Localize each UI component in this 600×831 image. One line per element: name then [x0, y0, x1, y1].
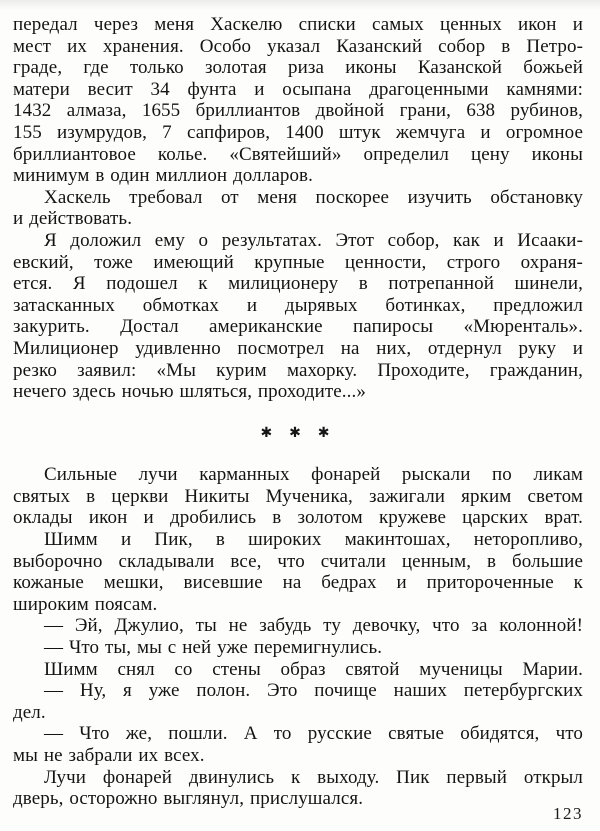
dialogue-line [13, 723, 583, 766]
paragraph [13, 529, 583, 615]
text-line: 155 изумрудов, 7 сапфиров, 1400 штук жемчуга и огромное [13, 121, 583, 143]
text-line: затасканных обмотках и дырявых ботинках, предложил [13, 294, 583, 316]
paragraph [13, 14, 583, 187]
text-line: Сильные лучи карманных фонарей рыскали по ликам [44, 464, 583, 486]
text-line: — Ну, я уже полон. Это почище наших петербургских [44, 680, 583, 702]
text-line: широким поясам. [13, 593, 158, 615]
text-line: мест их хранения. Особо указал Казанский собор в Петро- [13, 35, 583, 57]
paragraph [13, 230, 583, 403]
text-line: минимум в один миллион долларов. [13, 165, 313, 187]
paragraph [13, 659, 583, 681]
text-line: — Что ты, мы с ней уже перемигнулись. [44, 637, 383, 659]
text-line: кожаные мешки, висевшие на бедрах и приторoченные к [13, 572, 583, 594]
text-line: Шимм и Пик, в широких макинтошах, неторопливо, [44, 529, 583, 551]
text-line: Лучи фонарей двинулись к выходу. Пик первый открыл [44, 766, 583, 788]
text-line: нечего здесь ночью шляться, проходите...» [13, 381, 366, 403]
text-line: матери весит 34 фунта и осыпана драгоценными камнями: [13, 78, 583, 100]
text-line: дел. [13, 701, 46, 723]
text-line: — Что же, пошли. А то русские святые обидятся, что [44, 723, 583, 745]
text-line: святых в церкви Никиты Мученика, зажигали ярким светом [13, 485, 583, 507]
text-line: и действовать. [13, 208, 133, 230]
text-line: Хаскель требовал от меня поскорее изучить обстановку [44, 186, 583, 208]
text-line: ется. Я подошел к милиционеру в потрепанной шинели, [13, 273, 583, 295]
text-line: Шимм снял со стены образ святой мученицы Марии. [44, 658, 583, 680]
text-line: Милиционер удивленно посмотрел на них, отдернул руку и [13, 337, 583, 359]
text-line: бриллиантовое колье. «Святейший» определил цену иконы [13, 143, 583, 165]
paragraph [13, 464, 583, 529]
page-number: 123 [553, 804, 583, 823]
dialogue-line [13, 680, 583, 723]
text-line: выборочно складывали все, что считали ценным, в большие [13, 550, 583, 572]
section-separator: ✱ ✱ ✱ [260, 424, 336, 441]
page-text [13, 14, 583, 810]
text-line: оклады икон и дробились в золотом кружеве царских врат. [13, 507, 583, 529]
paragraph [13, 767, 583, 810]
text-line: дверь, осторожно выглянул, прислушался. [13, 788, 364, 810]
text-line: граде, где только золотая риза иконы Казанской божьей [13, 57, 583, 79]
dialogue-line [13, 615, 583, 637]
text-line: мы не забрали их всех. [13, 745, 205, 766]
text-line: резко заявил: «Мы курим махорку. Проходите, гражданин, [13, 359, 583, 381]
text-line: передал через меня Хаскелю списки самых ценных икон и [13, 14, 583, 35]
text-line: Я доложил ему о результатах. Этот собор, как и Исааки- [44, 229, 583, 251]
text-line: — Эй, Джулио, ты не забудь ту девочку, что за колонной! [44, 615, 583, 637]
paragraph [13, 187, 583, 230]
text-line: 1432 алмаза, 1655 бриллиантов двойной грани, 638 рубинов, [13, 100, 583, 122]
dialogue-line [13, 637, 583, 659]
text-line: евский, тоже имеющий крупные ценности, строго охраня- [13, 251, 583, 273]
text-line: закурить. Достал американские папиросы «Мюренталь». [13, 316, 583, 338]
